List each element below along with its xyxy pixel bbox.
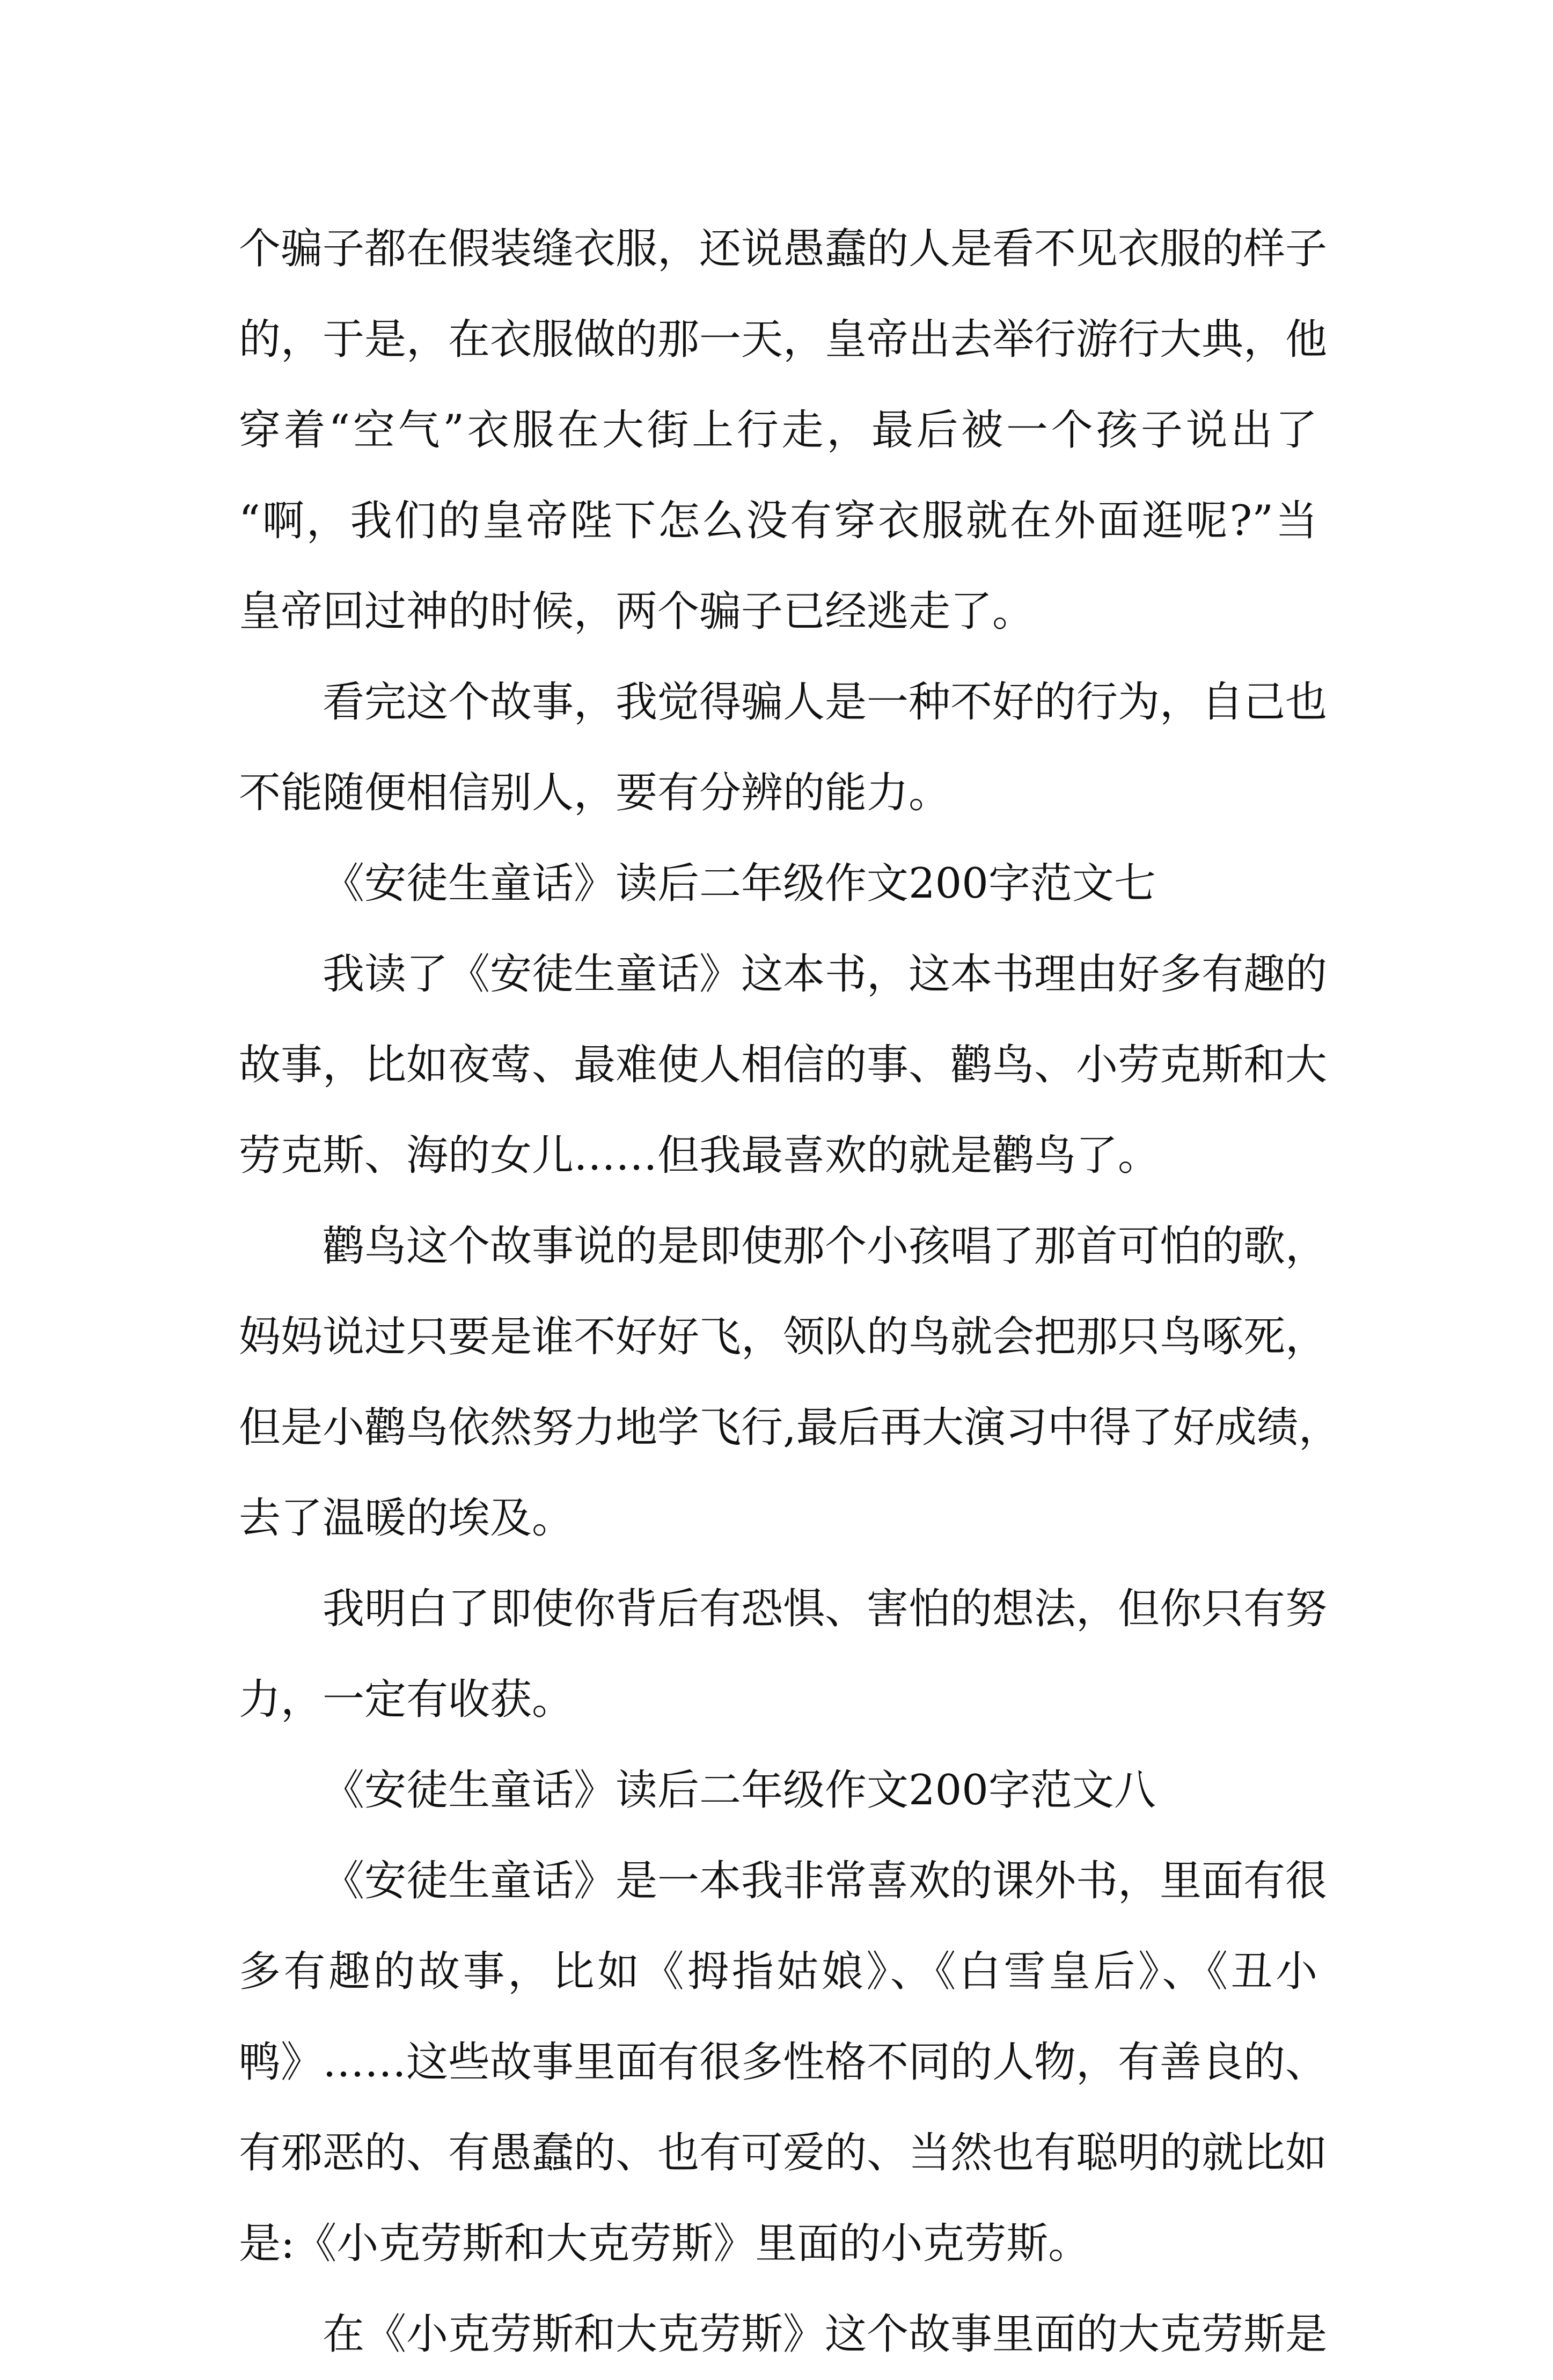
paragraph-first-line: 我读了《安徒生童话》这本书，这本书理由好多有趣的 [323,950,1328,998]
text-line: 是:《小克劳斯和大克劳斯》里面的小克劳斯。 [239,2220,1090,2268]
text-line: 个骗子都在假装缝衣服，还说愚蠢的人是看不见衣服的样子 [239,225,1328,273]
text-line: 劳克斯、海的女儿……但我最喜欢的就是鹳鸟了。 [239,1132,1160,1180]
text-line: 鸭》……这些故事里面有很多性格不同的人物，有善良的、 [239,2038,1328,2087]
text-line: 的，于是，在衣服做的那一天，皇帝出去举行游行大典，他 [239,315,1328,364]
text-line: 皇帝回过神的时候，两个骗子已经逃走了。 [239,587,1035,636]
text-line: 妈妈说过只要是谁不好好飞，领队的鸟就会把那只鸟啄死， [239,1313,1328,1361]
section-heading: 《安徒生童话》读后二年级作文200字范文七 [323,860,1156,908]
text-line: 有邪恶的、有愚蠢的、也有可爱的、当然也有聪明的就比如 [239,2129,1328,2177]
text-line: 故事，比如夜莺、最难使人相信的事、鹳鸟、小劳克斯和大 [239,1041,1328,1089]
text-line: 力，一定有收获。 [239,1676,574,1724]
text-line: 穿着“空气”衣服在大街上行走，最后被一个孩子说出了 [239,406,1317,454]
paragraph-first-line: 看完这个故事，我觉得骗人是一种不好的行为，自己也 [323,678,1328,726]
text-line: 去了温暖的埃及。 [239,1494,574,1542]
text-line: “啊，我们的皇帝陛下怎么没有穿衣服就在外面逛呢?”当 [239,497,1317,545]
paragraph-first-line: 《安徒生童话》是一本我非常喜欢的课外书，里面有很 [323,1857,1328,1905]
paragraph-first-line: 我明白了即使你背后有恐惧、害怕的想法，但你只有努 [323,1585,1328,1633]
document-body [239,204,1340,2380]
section-heading: 《安徒生童话》读后二年级作文200字范文八 [323,1766,1156,1815]
text-line: 不能随便相信别人，要有分辨的能力。 [239,769,951,817]
text-line: 但是小鹳鸟依然努力地学飞行,最后再大演习中得了好成绩， [239,1404,1340,1452]
paragraph-first-line: 在《小克劳斯和大克劳斯》这个故事里面的大克劳斯是 [323,2310,1328,2359]
text-line: 多有趣的故事，比如《拇指姑娘》、《白雪皇后》、《丑小 [239,1948,1317,1996]
paragraph-first-line: 鹳鸟这个故事说的是即使那个小孩唱了那首可怕的歌， [323,1222,1328,1270]
